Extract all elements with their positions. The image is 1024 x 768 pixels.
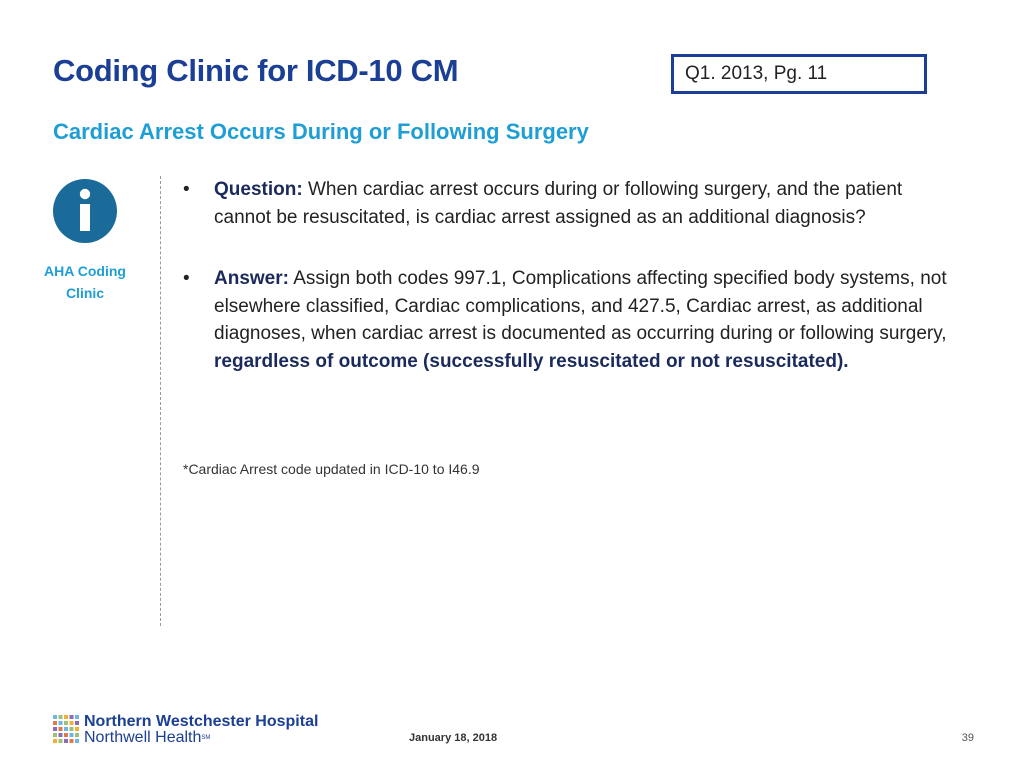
hospital-logo: [53, 713, 343, 747]
logo-grid-icon: [53, 715, 79, 743]
logo-service-mark: SM: [201, 735, 211, 741]
logo-network-text: Northwell Health: [84, 729, 202, 746]
question-label: Question:: [214, 179, 303, 200]
answer-text: Assign both codes 997.1, Complications affecting specified body systems, not elsewhere classified, Cardiac complications, and 427.5, Cardiac arrest, as additional diagnoses, when cardiac arrest is documented as occurring during or following surgery,: [214, 268, 947, 344]
sidebar-label-line1: AHA Coding: [44, 263, 126, 279]
vertical-divider: [160, 176, 161, 626]
bullet-dot: •: [183, 268, 190, 289]
sidebar-label-line2: Clinic: [65, 285, 105, 301]
answer-bullet: [183, 265, 963, 375]
slide-title: Coding Clinic for ICD-10 CM: [53, 53, 459, 88]
bullet-list: [183, 176, 963, 375]
question-text: When cardiac arrest occurs during or following surgery, and the patient cannot be resuscitated, is cardiac arrest assigned as an additional diagnosis?: [214, 179, 903, 228]
sidebar-label: [30, 260, 140, 304]
answer-emphasis: regardless of outcome (successfully resuscitated or not resuscitated).: [214, 350, 849, 372]
info-icon: [52, 178, 118, 244]
slide-subtitle: Cardiac Arrest Occurs During or Following Surgery: [53, 119, 589, 144]
bullet-dot: •: [183, 179, 190, 200]
footnote: *Cardiac Arrest code updated in ICD-10 to I46.9: [183, 461, 480, 477]
answer-label: Answer:: [214, 268, 289, 289]
page-number: 39: [961, 732, 974, 744]
logo-hospital-name: Northern Westchester Hospital: [84, 713, 319, 730]
reference-box: Q1. 2013, Pg. 11: [671, 54, 927, 94]
question-bullet: [183, 176, 963, 231]
logo-network-name: [84, 729, 210, 747]
footer-date: January 18, 2018: [409, 732, 498, 744]
